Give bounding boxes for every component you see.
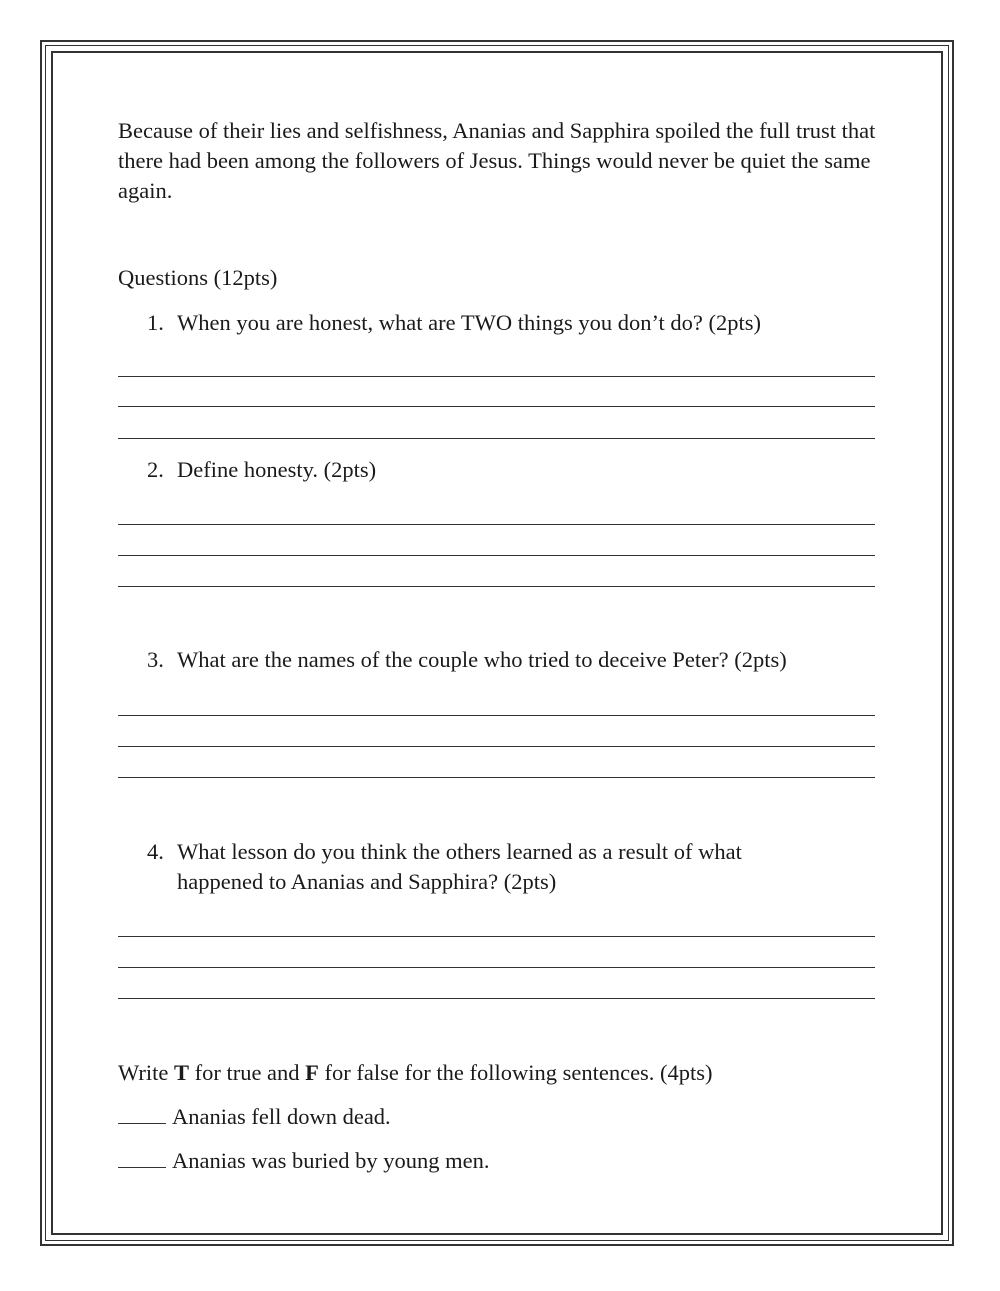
answer-line[interactable] (118, 998, 875, 999)
answer-line[interactable] (118, 777, 875, 778)
tf-statement-2 (118, 1146, 489, 1176)
question-4-number: 4. (147, 839, 164, 864)
tf-prefix: Write (118, 1060, 174, 1085)
tf-answer-blank[interactable] (118, 1103, 166, 1124)
question-1-number: 1. (147, 310, 164, 335)
tf-suffix: for false for the following sentences. (4pts) (318, 1060, 713, 1085)
tf-false-letter: F (305, 1060, 319, 1085)
question-2-number: 2. (147, 457, 164, 482)
tf-statement-1 (118, 1102, 391, 1132)
answer-line[interactable] (118, 438, 875, 439)
intro-paragraph: Because of their lies and selfishness, Ananias and Sapphira spoiled the full trust that there had been among the followers of Jesus. Things would never be quiet the same again. (118, 118, 876, 203)
answer-line[interactable] (118, 967, 875, 968)
answer-line[interactable] (118, 376, 875, 377)
answer-line[interactable] (118, 555, 875, 556)
tf-statement-text: Ananias fell down dead. (172, 1104, 391, 1129)
question-3-number: 3. (147, 647, 164, 672)
questions-heading: Questions (12pts) (118, 265, 278, 290)
answer-line[interactable] (118, 715, 875, 716)
question-1-text: When you are honest, what are TWO things you don’t do? (2pts) (177, 310, 762, 335)
answer-line[interactable] (118, 746, 875, 747)
question-4-text-line1: What lesson do you think the others learned as a result of what (177, 839, 742, 864)
answer-line[interactable] (118, 406, 875, 407)
question-4-text-line2: happened to Ananias and Sapphira? (2pts) (177, 869, 557, 894)
tf-answer-blank[interactable] (118, 1147, 166, 1168)
tf-statement-text: Ananias was buried by young men. (172, 1148, 490, 1173)
answer-line[interactable] (118, 524, 875, 525)
tf-middle: for true and (188, 1060, 306, 1085)
answer-line[interactable] (118, 586, 875, 587)
question-2-text: Define honesty. (2pts) (177, 457, 377, 482)
true-false-instructions (118, 1058, 713, 1088)
answer-line[interactable] (118, 936, 875, 937)
question-3-text: What are the names of the couple who tried to deceive Peter? (2pts) (177, 647, 787, 672)
tf-true-letter: T (173, 1060, 189, 1085)
